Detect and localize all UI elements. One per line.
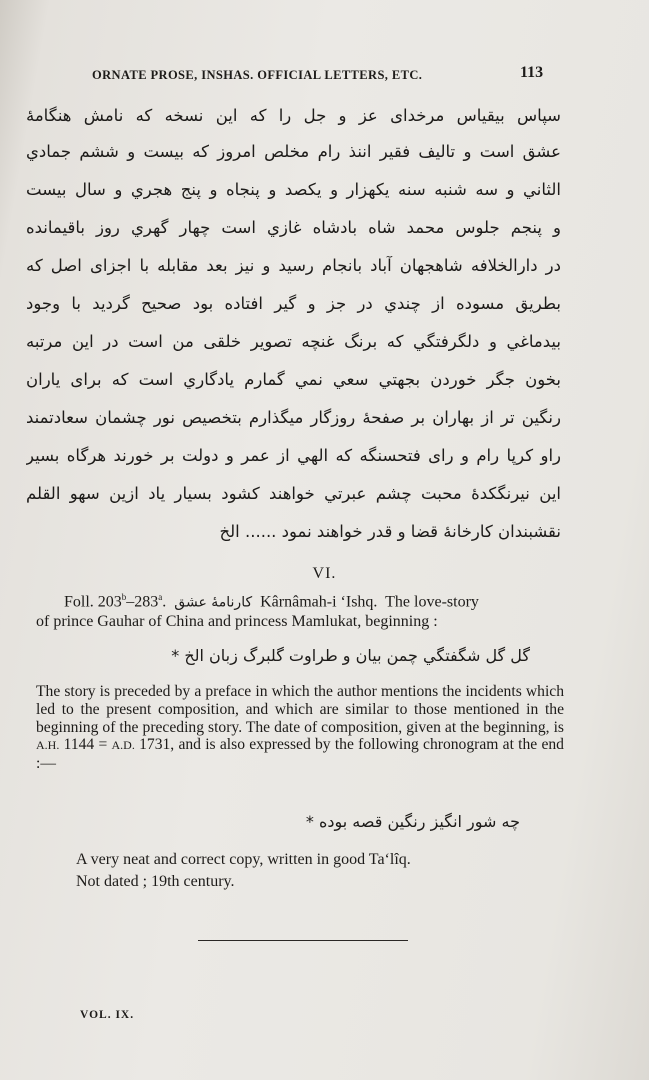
section-numeral: VI. [312,565,337,582]
chronogram-persian: چه شور انگیز رنگین قصه بوده * [305,812,520,831]
title-persian: کارنامهٔ عشق [174,594,253,611]
copy-note: A very neat and correct copy, written in good Ta‘lîq. [76,851,411,868]
description-text: The story is preceded by a preface in which the author mentions the incidents which led to the present composition, and which are similar to those mentioned in the beginning of the preceding story. The date of composition, given at the beginning, is [36,683,564,736]
description-line: of prince Gauhar of China and princess Mamlukat, beginning : [36,613,438,630]
era-ad: A.D. [111,738,135,753]
persian-text-line: این نیرنگکدهٔ محبت چشم عبرتي خواهند کشود بسیار یاد ازین سهو القلم [26,484,561,503]
persian-text-line: بیدماغي و دلگرفتگي که برنگ غنچه تصویر خلقی من است در این مرتبه [26,332,561,351]
year-ah: 1144 = [59,736,112,754]
persian-text-line: عشق است و تالیف فقیر اننذ رام مخلص امروز که بیست و ششم جمادي [26,142,561,161]
folio-dot: . [162,593,167,611]
description-paragraph [36,683,564,773]
folio-range: –283 [126,593,159,611]
title-transliteration: Kârnâmah-i ‘Ishq. [260,593,378,611]
persian-text-line: و پنجم جلوس محمد شاه بادشاه غازي است چهار گهري روز باقیمانده [26,218,561,237]
persian-text-line: نقشبندان کارخانهٔ قضا و قدر خواهند نمود ...... الخ [219,522,561,541]
era-ah: A.H. [36,738,60,753]
persian-text-line: الثاني و سه شنبه سنه یکهزار و یکصد و پنجاه و پنج هجري و سال بیست [26,180,561,199]
divider-rule [198,940,408,941]
signature-mark: VOL. IX. [80,1009,135,1021]
folio-superscript: a [158,592,163,602]
persian-text-line: بخون جگر خوردن بجهتي سعي نمي گمارم یادگاري است که برای یاران [26,370,561,389]
persian-text-line: سپاس بیقیاس مرخدای عز و جل را که این نسخه که نامش هنگامهٔ [26,106,561,125]
title-description: The love-story [385,593,479,611]
persian-text-line: رنگین تر از بهاران بر صفحهٔ روزگار میگذارم بتخصیص نور چشمان سعادتمند [26,408,561,427]
persian-text-line: در دارالخلافه شاهجهان آباد بانجام رسید و نیز بعد مقابله با اجزای اصل که [26,256,561,275]
page-number: 113 [520,64,544,81]
persian-text-line: بطریق مسوده از چندي در جز و گیر افتاده بود صحیح گردید با وجود [26,294,561,313]
date-note: Not dated ; 19th century. [76,873,235,890]
description-text-end: 1731, and is also expressed by the following chronogram at the end :— [36,736,564,773]
running-head: ORNATE PROSE, INSHAS. OFFICIAL LETTERS, ETC. [92,68,423,82]
incipit-persian: گل گل شگفتگي چمن بیان و طراوت گلبرگ زبان الخ * [171,646,530,665]
folio-line [64,592,564,611]
persian-text-line: راو کرپا رام و رای فتحسنگه که الهي از عمر و دولت بر خورند هرگاه بسیر [26,446,561,465]
folio-superscript: b [121,592,127,602]
folio-prefix: Foll. 203 [64,593,122,611]
